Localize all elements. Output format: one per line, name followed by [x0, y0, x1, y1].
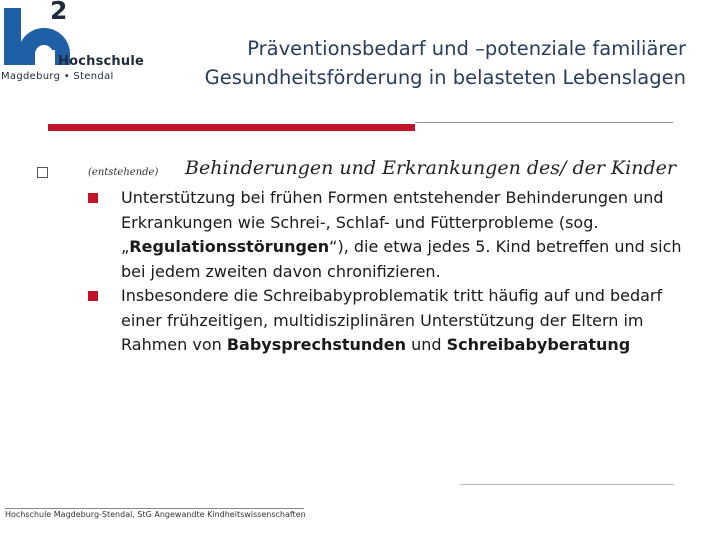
- logo-name: Hochschule: [58, 54, 144, 69]
- bullet-text: “), die etwa jedes 5. Kind betreffen und sich bei jedem zweiten davon chronifizieren.: [121, 237, 682, 281]
- title-divider-line: [415, 122, 673, 123]
- slide-title: [205, 34, 686, 92]
- bullet-list: [88, 186, 688, 358]
- bullet-bold-term: Babysprechstunden: [226, 335, 406, 354]
- footer-divider-right: [460, 484, 674, 485]
- heading-text: Behinderungen und Erkrankungen des/ der Kinder: [185, 157, 676, 179]
- logo-location: Magdeburg • Stendal: [1, 71, 114, 82]
- red-square-bullet-icon: [88, 291, 98, 301]
- hollow-square-bullet-icon: [37, 167, 48, 178]
- university-logo: [0, 0, 144, 88]
- bullet-bold-term: Regulationsstörungen: [129, 237, 330, 256]
- bullet-text: Unterstützung bei frühen Formen entstehender Behinderungen und Erkrankungen wie Schrei-, Schlaf- und Fütterprobleme (sog. „: [121, 188, 664, 256]
- list-item: [88, 284, 688, 358]
- heading-prefix: (entstehende): [88, 167, 159, 178]
- footer-text: Hochschule Magdeburg-Stendal, StG Angewandte Kindheitswissenschaften: [5, 510, 306, 519]
- bullet-bold-term: Schreibabyberatung: [446, 335, 631, 354]
- bullet-text: Insbesondere die Schreibabyproblematik tritt häufig auf und bedarf einer frühzeitigen, multidisziplinären Unterstützung der Eltern im Rahmen von: [121, 286, 663, 354]
- title-divider-bar: [48, 124, 415, 131]
- title-line-1: Präventionsbedarf und –potenziale familiärer: [247, 37, 686, 60]
- logo-h-gap: [38, 50, 55, 65]
- logo-superscript: 2: [50, 0, 68, 25]
- bullet-text: und: [405, 335, 447, 354]
- red-square-bullet-icon: [88, 193, 98, 203]
- title-line-2: Gesundheitsförderung in belasteten Lebenslagen: [204, 66, 686, 89]
- footer-divider: [5, 508, 304, 509]
- list-item: [88, 186, 688, 284]
